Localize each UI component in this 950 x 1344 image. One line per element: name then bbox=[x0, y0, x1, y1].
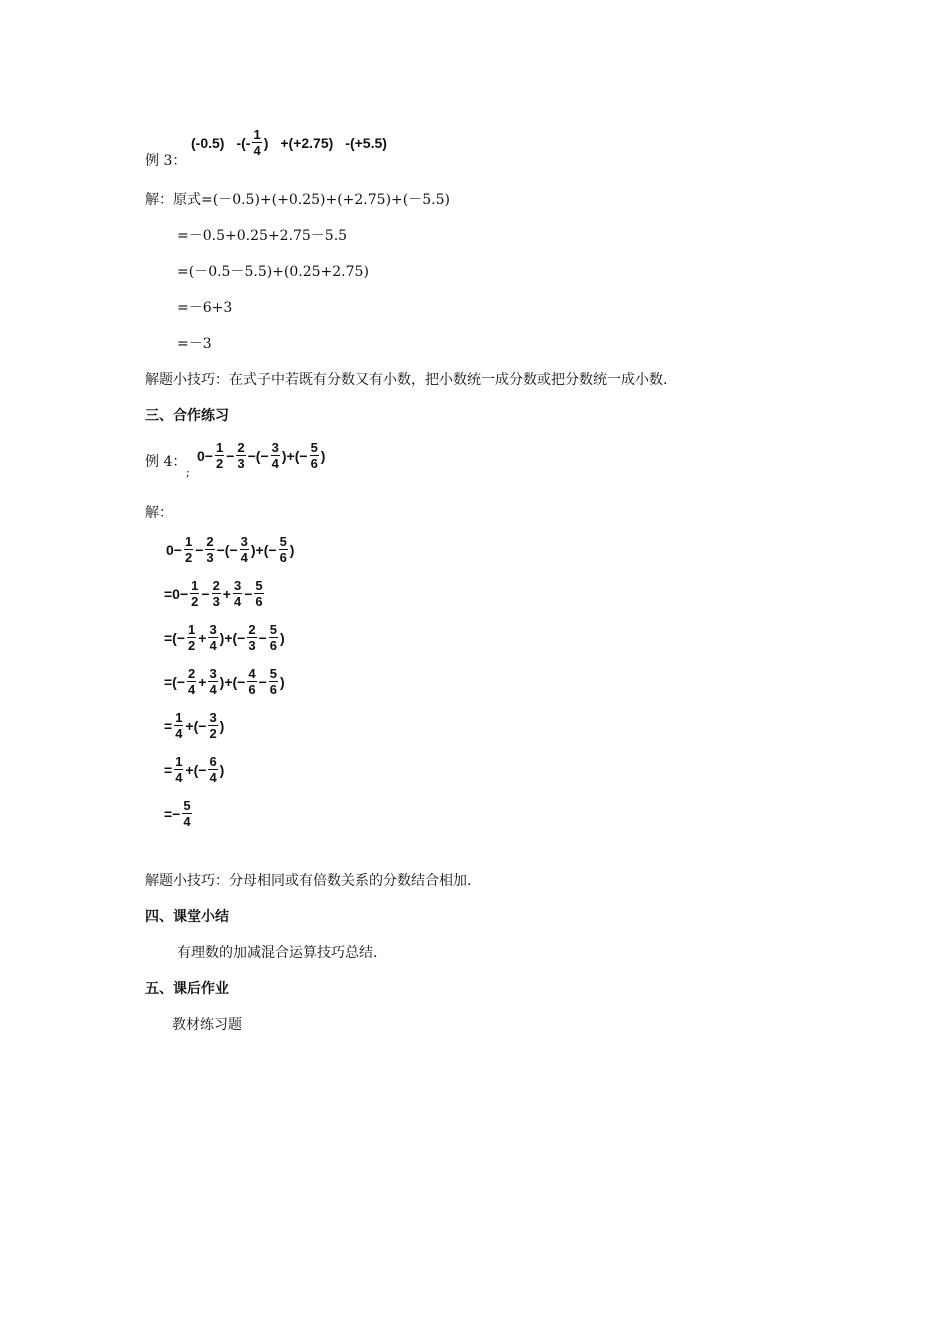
tip-text: 解题小技巧：分母相同或有倍数关系的分数结合相加. bbox=[145, 873, 472, 889]
ex4-step-7: =− $\frac{5}{4}$ bbox=[164, 798, 191, 829]
example-4-expression: 0− $\frac{1}{2}$ − $\frac{2}{3}$ −(− $\frac{3}{4}$ )+(− $\frac{5}{6}$ ) bbox=[197, 440, 326, 471]
section-heading-3: 三、合作练习 bbox=[145, 408, 229, 424]
expr-term: +(+2.75) bbox=[280, 134, 334, 151]
example-3-expression bbox=[190, 128, 388, 157]
ex4-step-4: =(− $\frac{2}{4}$ + $\frac{3}{4}$ )+(− $\frac{4}{6}$ − $\frac{5}{6}$ ) bbox=[164, 666, 285, 697]
ex4-step-2: =0− $\frac{1}{2}$ − $\frac{2}{3}$ + $\frac{3}{4}$ − $\frac{5}{6}$ bbox=[164, 578, 263, 609]
example-3-label: 例 3： bbox=[145, 153, 187, 169]
ex4-step-6: = $\frac{1}{4}$ +(− $\frac{6}{4}$ ) bbox=[164, 754, 225, 785]
ex4-step-1: 0− $\frac{1}{2}$ − $\frac{2}{3}$ −(− $\frac{3}{4}$ )+(− $\frac{5}{6}$ ) bbox=[166, 534, 295, 565]
solution-step: =－0.5+0.25+2.75－5.5 bbox=[177, 228, 348, 244]
solution-step: =(－0.5－5.5)+(0.25+2.75) bbox=[177, 264, 369, 280]
expr-term: -(- bbox=[236, 134, 251, 151]
example-4-label: 例 4： bbox=[145, 454, 187, 470]
solution-step: =－3 bbox=[177, 336, 212, 352]
section-heading-5: 五、课后作业 bbox=[145, 981, 229, 997]
expr-term: -(+5.5) bbox=[345, 134, 387, 151]
example-3-solution: 解：原式=(－0.5)+(+0.25)+(+2.75)+(－5.5) bbox=[145, 192, 450, 208]
ex4-step-5: = $\frac{1}{4}$ +(− $\frac{3}{2}$ ) bbox=[164, 710, 225, 741]
solution-step: =－6+3 bbox=[177, 300, 233, 316]
ex4-step-3: =(− $\frac{1}{2}$ + $\frac{3}{4}$ )+(− $\frac{2}{3}$ − $\frac{5}{6}$ ) bbox=[164, 622, 285, 653]
expr-term: ) bbox=[263, 134, 269, 151]
homework-text: 教材练习题 bbox=[172, 1017, 242, 1033]
semicolon: ; bbox=[186, 466, 190, 479]
tip-text: 解题小技巧：在式子中若既有分数又有小数，把小数统一成分数或把分数统一成小数. bbox=[145, 372, 668, 388]
summary-text: 有理数的加减混合运算技巧总结. bbox=[177, 945, 378, 961]
fraction: $\frac{1}{4}$ bbox=[253, 127, 261, 158]
section-heading-4: 四、课堂小结 bbox=[145, 909, 229, 925]
expr-term: (-0.5) bbox=[191, 134, 225, 151]
example-4-solution-label: 解： bbox=[145, 505, 173, 521]
